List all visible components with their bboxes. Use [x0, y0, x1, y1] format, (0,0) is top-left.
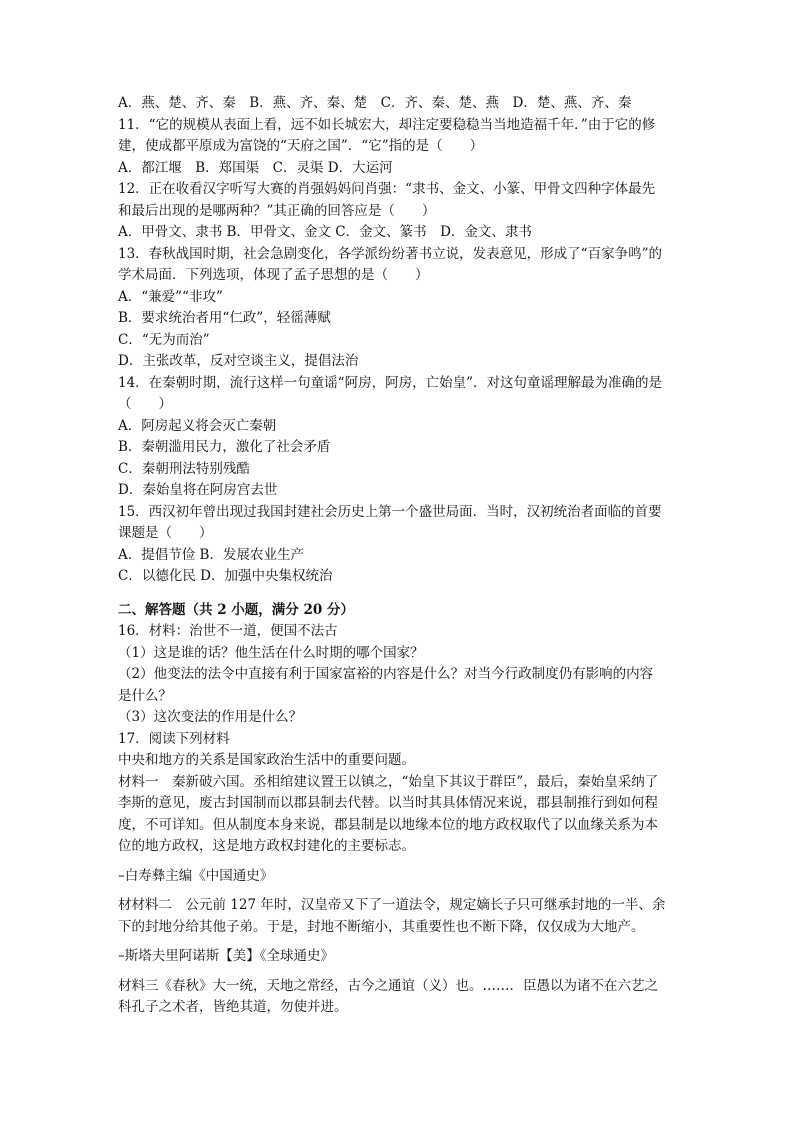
q11-options: A．都江堰 B．郑国渠 C．灵渠 D．大运河 — [118, 159, 393, 176]
material2-line1: 材材料二 公元前 127 年时，汉皇帝又下了一道法令，规定嫡长子只可继承封地的一半、余 — [118, 897, 666, 913]
material3-line1: 材料三《春秋》大一统，天地之常经，古今之通谊（义）也。……．臣愚以为诸不在六艺之 — [118, 977, 658, 994]
q15-options-cd: C．以德化民 D．加强中央集权统治 — [118, 568, 333, 584]
q16-part3: （3）这次变法的作用是什么？ — [118, 709, 303, 725]
section-gap — [118, 588, 678, 600]
q14-stem-line2: （ ） — [118, 396, 172, 412]
q13-option-d: D．主张改革，反对空谈主义，提倡法治 — [118, 353, 359, 369]
q11-stem-line1: 11．“它的规模从表面上看，远不如长城宏大，却注定要稳稳当当地造福千年．”由于它的修 — [118, 116, 656, 133]
material2-source: –斯塔夫里阿诺斯【美】《全球通史》 — [118, 948, 334, 964]
q14-option-b: B．秦朝滥用民力，激化了社会矛盾 — [118, 439, 331, 455]
q14-option-d: D．秦始皇将在阿房宫去世 — [118, 482, 278, 498]
source-gap — [118, 968, 678, 976]
q12-stem-line1: 12．正在收看汉字听写大赛的肖强妈妈问肖强：“隶书、金文、小篆、甲骨文四种字体最先 — [118, 181, 656, 197]
q17-title: 17．阅读下列材料 — [118, 730, 230, 747]
q15-stem-line2: 课题是（ ） — [118, 525, 213, 541]
q11-stem-line2: 建，使成都平原成为富饶的“天府之国”．“它”指的是（ ） — [118, 138, 484, 154]
q13-option-c: C．“无为而治” — [118, 331, 210, 348]
q14-option-a: A．阿房起义将会灭亡秦朝 — [118, 417, 277, 434]
q13-stem-line2: 学术局面．下列选项，体现了孟子思想的是（ ） — [118, 267, 429, 283]
material1-line4: 位的地方政权，这是地方政权封建化的主要标志。 — [118, 838, 415, 854]
section-heading: 二、解答题（共 2 小题，满分 20 分） — [118, 601, 354, 618]
q14-option-c: C．秦朝刑法特别残酷 — [118, 460, 250, 477]
q13-stem-line1: 13．春秋战国时期，社会急剧变化，各学派纷纷著书立说，发表意见，形成了“百家争鸣”的 — [118, 245, 662, 262]
material3-line2: 科孔子之术者，皆绝其道，勿使并进。 — [118, 999, 348, 1015]
source-gap — [118, 938, 678, 946]
q13-option-a: A．“兼爱”“非攻” — [118, 288, 223, 305]
q16-part2-line1: （2）他变法的法令中直接有利于国家富裕的内容是什么？对当今行政制度仍有影响的内容 — [118, 666, 654, 682]
q10-options: A．燕、楚、齐、秦 B．燕、齐、秦、楚 C．齐、秦、楚、燕 D．楚、燕、齐、秦 — [118, 95, 632, 111]
q16-part2-line2: 是什么？ — [118, 687, 172, 704]
material1-line1: 材料一 秦新破六国。丞相绾建议置王以镇之，“始皇下其议于群臣”，最后，秦始皇采纳了 — [118, 773, 659, 790]
q13-option-b: B．要求统治者用“仁政”，轻徭薄赋 — [118, 310, 331, 326]
material1-source: –白寿彝主编《中国通史》 — [118, 867, 274, 884]
q17-intro: 中央和地方的关系是国家政治生活中的重要问题。 — [118, 752, 415, 768]
q16-part1: （1）这是谁的话？他生活在什么时期的哪个国家？ — [118, 644, 424, 661]
q12-options: A．甲骨文、隶书 B．甲骨文、金文 C．金文、篆书 D．金文、隶书 — [118, 224, 532, 240]
q16-material: 16．材料：治世不一道，便国不法古 — [118, 623, 338, 639]
source-gap — [118, 858, 678, 866]
document-page — [118, 93, 678, 1019]
q12-stem-line2: 和最后出现的是哪两种？”其正确的回答应是（ ） — [118, 202, 436, 219]
q15-options-ab: A．提倡节俭 B．发展农业生产 — [118, 546, 304, 563]
material2-line2: 下的封地分给其他子弟。于是，封地不断缩小，其重要性也不断下降，仅仅成为大地产。 — [118, 918, 645, 935]
q15-stem-line1: 15．西汉初年曾出现过我国封建社会历史上第一个盛世局面．当时，汉初统治者面临的首要 — [118, 503, 662, 520]
q14-stem-line1: 14．在秦朝时期，流行这样一句童谣“阿房，阿房，亡始皇”．对这句童谣理解最为准确的是 — [118, 374, 662, 391]
material1-line2: 李斯的意见，废古封国制而以郡县制去代替。以当时其具体情况来说，郡县制推行到如何程 — [118, 795, 658, 811]
source-gap — [118, 887, 678, 895]
material1-line3: 度，不可详知。但从制度本身来说，郡县制是以地缘本位的地方政权取代了以血缘关系为本 — [118, 816, 658, 833]
